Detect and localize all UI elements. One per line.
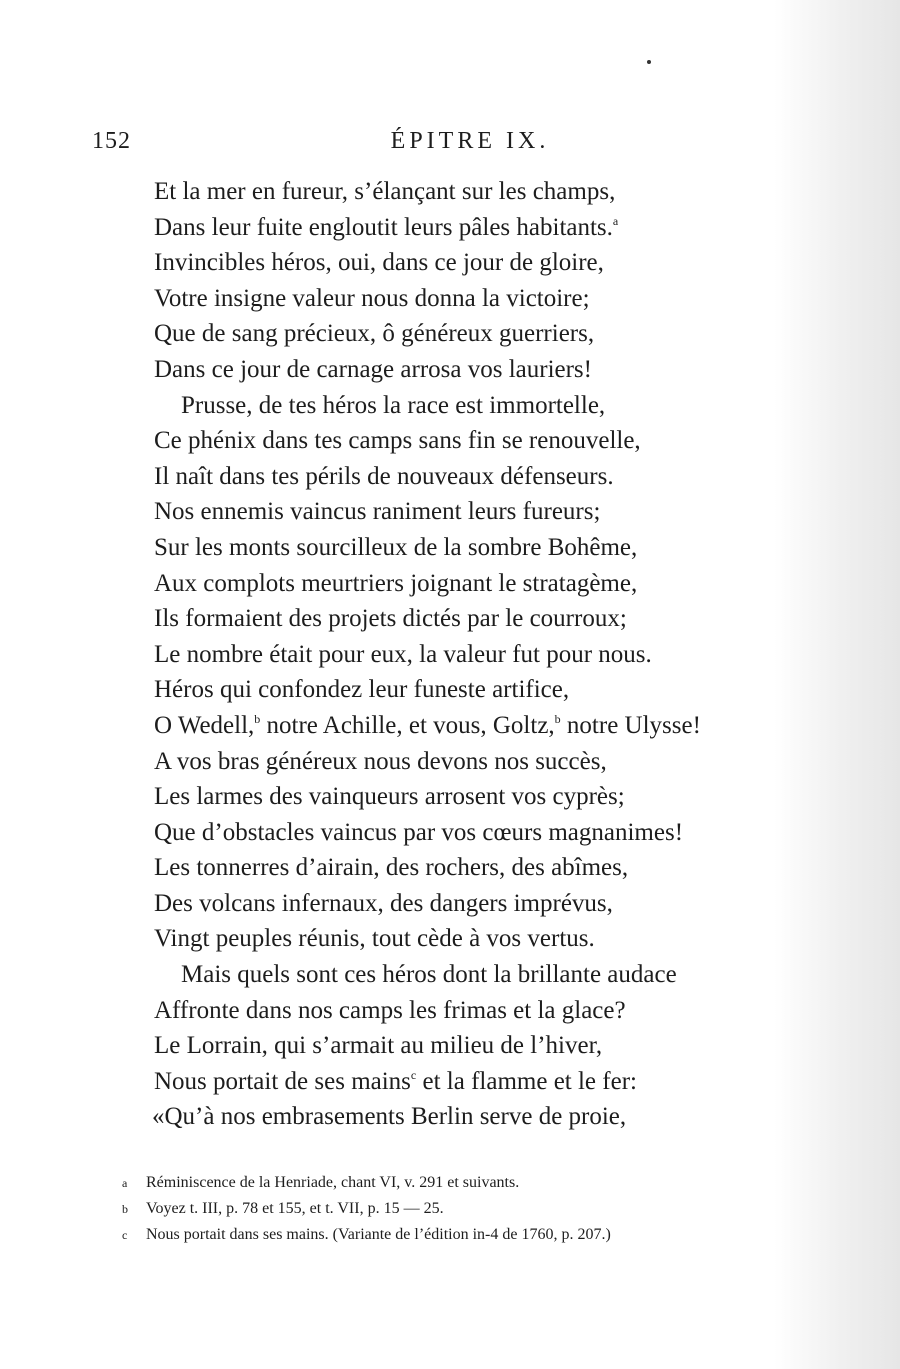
verse-text: Mais quels sont ces héros dont la brillante audace (181, 961, 677, 989)
verse-line (154, 210, 814, 246)
verse-line (154, 1028, 814, 1064)
footnote (122, 1222, 822, 1248)
verse-text: Héros qui confondez leur funeste artifice, (154, 676, 570, 704)
footnote (122, 1170, 822, 1196)
verse-line (154, 993, 814, 1029)
verse-line (154, 566, 814, 602)
verse-text: Que d’obstacles vaincus par vos cœurs magnanimes! (154, 818, 684, 846)
verse-line (154, 245, 814, 281)
verse-text: notre Ulysse! (560, 711, 701, 739)
verse-line (152, 1099, 814, 1135)
verse-text: Votre insigne valeur nous donna la victoire; (154, 284, 590, 312)
footnote-ref: b (554, 711, 561, 726)
verse-text: Les larmes des vainqueurs arrosent vos cyprès; (154, 783, 625, 811)
verse-line (154, 388, 814, 424)
verse-line (154, 316, 814, 352)
verse-line (154, 352, 814, 388)
footnote-marker: a (122, 1176, 128, 1190)
verse-line (154, 921, 814, 957)
verse-text: notre Achille, et vous, Goltz, (260, 711, 555, 739)
footnote-ref: c (410, 1067, 417, 1082)
verse-text: Des volcans infernaux, des dangers imprévus, (154, 889, 613, 917)
verse-text: Dans leur fuite engloutit leurs pâles habitants. (154, 213, 613, 241)
ink-speck (647, 60, 651, 64)
verse-text: Et la mer en fureur, s’élançant sur les champs, (154, 178, 616, 205)
verse-line (154, 1064, 814, 1100)
footnote-text: Réminiscence de la Henriade, chant VI, v. 291 et suivants. (146, 1174, 520, 1191)
verse-line (154, 174, 814, 210)
running-title: ÉPITRE IX. (390, 128, 550, 154)
verse-text: Affronte dans nos camps les frimas et la glace? (154, 996, 626, 1024)
footnote-text: Nous portait dans ses mains. (Variante de l’édition in-4 de 1760, p. 207.) (146, 1226, 611, 1243)
footnote-ref: b (254, 711, 261, 726)
verse-text: Il naît dans tes périls de nouveaux défenseurs. (154, 462, 614, 490)
verse-text: Invincibles héros, oui, dans ce jour de gloire, (154, 249, 604, 277)
verse-line (154, 530, 814, 566)
verse-text: et la flamme et le fer: (416, 1067, 637, 1095)
verse-line (154, 779, 814, 815)
poem-verses (154, 174, 814, 1135)
verse-line (154, 886, 814, 922)
verse-line (154, 281, 814, 317)
footnote-marker: c (122, 1228, 128, 1242)
page-number: 152 (92, 128, 131, 154)
verse-text: Ils formaient des projets dictés par le courroux; (154, 605, 627, 633)
footnote-text: Voyez t. III, p. 78 et 155, et t. VII, p. 15 — 25. (146, 1200, 444, 1217)
verse-text: Le nombre était pour eux, la valeur fut pour nous. (154, 640, 652, 668)
verse-text: Que de sang précieux, ô généreux guerriers, (154, 320, 595, 348)
verse-line (154, 494, 814, 530)
verse-line (154, 708, 814, 744)
footnote (122, 1196, 822, 1222)
verse-text: Les tonnerres d’airain, des rochers, des abîmes, (154, 854, 629, 882)
verse-text: Ce phénix dans tes camps sans fin se renouvelle, (154, 427, 641, 455)
verse-text: Dans ce jour de carnage arrosa vos lauriers! (154, 355, 592, 383)
verse-line (154, 957, 814, 993)
verse-line (154, 637, 814, 673)
verse-line (154, 601, 814, 637)
verse-line (154, 815, 814, 851)
footnote-marker: b (122, 1202, 128, 1216)
verse-text: Nous portait de ses mains (154, 1067, 411, 1095)
verse-line (154, 672, 814, 708)
verse-text: Aux complots meurtriers joignant le stratagème, (154, 569, 638, 597)
verse-text: Sur les monts sourcilleux de la sombre Bohême, (154, 533, 638, 561)
verse-text: Nos ennemis vaincus raniment leurs fureurs; (154, 498, 601, 526)
verse-line (154, 850, 814, 886)
verse-text: Vingt peuples réunis, tout cède à vos vertus. (154, 925, 595, 953)
footnote-ref: a (612, 213, 619, 228)
verse-text: Le Lorrain, qui s’armait au milieu de l’hiver, (154, 1032, 603, 1060)
verse-line (154, 744, 814, 780)
verse-text: «Qu’à nos embrasements Berlin serve de proie, (152, 1103, 627, 1131)
verse-text: Prusse, de tes héros la race est immortelle, (181, 391, 606, 419)
footnotes (122, 1170, 822, 1248)
verse-text: O Wedell, (154, 711, 255, 739)
verse-line (154, 459, 814, 495)
verse-text: A vos bras généreux nous devons nos succès, (154, 747, 607, 775)
verse-line (154, 423, 814, 459)
